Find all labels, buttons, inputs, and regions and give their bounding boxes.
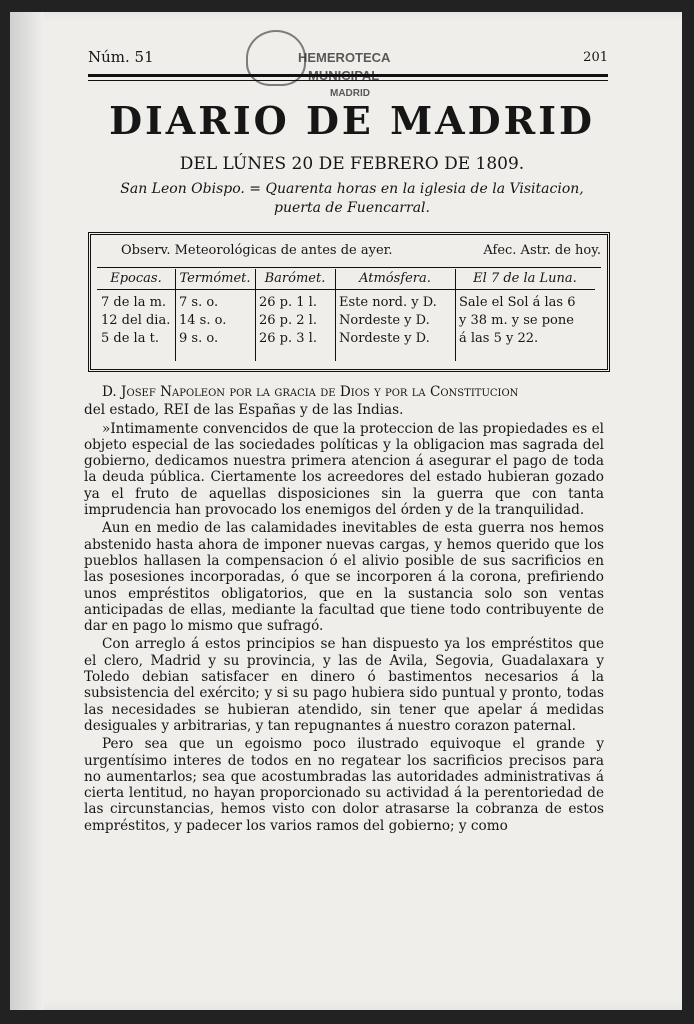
- article-heading-rest: por la gracia de Dios y por la Constitucion: [225, 384, 519, 400]
- page-edge-shadow: [10, 12, 44, 1010]
- cell: 7 de la m.: [101, 295, 167, 310]
- col-header: El 7 de la Luna.: [455, 269, 595, 290]
- col-luna: [455, 269, 595, 361]
- article-body: [84, 384, 604, 836]
- paragraph-4: Pero sea que un egoismo poco ilustrado equivoque el grande y urgentísimo interes de todos en no regatear los sacrificios precisos para no aumentarlos; sea que acostumbradas las autoridades administrativas á cierta lentitud, no hayan proporcionado su actividad á la perentoriedad de las circunstancias, hemos visto con dolor atrasarse la cobranza de estos empréstitos, y padecer los varios ramos del gobierno; y como: [84, 736, 604, 834]
- col-termometro: [175, 269, 256, 361]
- saint-line-2: puerta de Fuencarral.: [274, 200, 430, 216]
- issue-date: DEL LÚNES 20 DE FEBRERO DE 1809.: [179, 154, 525, 174]
- cell: 9 s. o.: [179, 331, 219, 346]
- saint-line-1: San Leon Obispo. = Quarenta horas en la iglesia de la Visitacion,: [120, 181, 584, 197]
- article-heading-line2: del estado, REI de las Españas y de las Indias.: [84, 402, 404, 419]
- cell: y 38 m. y se pone: [459, 313, 574, 328]
- cell: Nordeste y D.: [339, 313, 430, 328]
- paragraph-2: Aun en medio de las calamidades inevitables de esta guerra nos hemos abstenido hasta ahora de imponer nuevas cargas, y hemos querido que los pueblos hallasen la compensacion ó el alivio posible de sus sacrificios en las posesiones incorporadas, ó que se incorporen á la corona, prefiriendo unos empréstitos obligatorios, que en la sustancia solo son ventas anticipadas de ellas, mediante la facultad que tiene todo contribuyente de dar en pago lo mismo que sufragó.: [84, 520, 604, 635]
- cell: Este nord. y D.: [339, 295, 437, 310]
- col-header: Epocas.: [97, 269, 175, 290]
- col-header: Barómet.: [255, 269, 335, 290]
- scan-bottom-border: [0, 1014, 694, 1024]
- col-barometro: [255, 269, 336, 361]
- cell: 7 s. o.: [179, 295, 219, 310]
- weather-left-title: Observ. Meteorológicas de antes de ayer.: [121, 243, 393, 258]
- weather-separator: [97, 267, 601, 268]
- saint-of-day: [102, 180, 602, 218]
- weather-right-title: Afec. Astr. de hoy.: [483, 243, 601, 258]
- col-header: Termómet.: [175, 269, 255, 290]
- masthead-rule-thin: [88, 80, 608, 81]
- col-atmosfera: [335, 269, 456, 361]
- newspaper-title: DIARIO DE MADRID: [109, 98, 595, 143]
- cell: 26 p. 2 l.: [259, 313, 317, 328]
- cell: 12 del dia.: [101, 313, 171, 328]
- cell: 26 p. 1 l.: [259, 295, 317, 310]
- cell: Nordeste y D.: [339, 331, 430, 346]
- stamp-line-3: MADRID: [330, 88, 370, 99]
- col-header: Atmósfera.: [335, 269, 455, 290]
- cell: 5 de la t.: [101, 331, 159, 346]
- newspaper-page: [10, 12, 682, 1010]
- weather-columns: [97, 269, 601, 361]
- col-epocas: [97, 269, 176, 361]
- paragraph-3: Con arreglo á estos principios se han dispuesto ya los empréstitos que el clero, Madrid y su provincia, y las de Avila, Segovia, Guadalaxara y Toledo debian satisfacer en dinero ó bastimentos necesarios á la subsistencia del exército; y si su pago hubiera sido puntual y pronto, todas las necesidades se hubieran atendido, sin tener que apelar á medidas desiguales y arbitrarias, y tan repugnantes á nuestro corazon paternal.: [84, 636, 604, 734]
- article-heading: [84, 384, 604, 400]
- article-heading-name: D. Josef Napoleon: [102, 384, 226, 400]
- stamp-line-1: HEMEROTECA: [298, 50, 391, 65]
- cell: Sale el Sol á las 6: [459, 295, 576, 310]
- masthead-rule-thick: [88, 74, 608, 77]
- page-number: 201: [583, 50, 608, 65]
- cell: 26 p. 3 l.: [259, 331, 317, 346]
- weather-table: [88, 232, 610, 372]
- coat-of-arms-icon: [246, 30, 306, 86]
- cell: 14 s. o.: [179, 313, 227, 328]
- cell: á las 5 y 22.: [459, 331, 539, 346]
- issue-number: Núm. 51: [88, 48, 154, 66]
- paragraph-1: »Intimamente convencidos de que la proteccion de las propiedades es el objeto especial de las sociedades políticas y la obligacion mas sagrada del gobierno, dedicamos nuestra primera atencion á asegurar el pago de toda la deuda pública. Ciertamente los acreedores del estado hubieran gozado ya el fruto de aquellas disposiciones sin la guerra que con tanta imprudencia han provocado los enemigos del órden y de la tranquilidad.: [84, 420, 604, 519]
